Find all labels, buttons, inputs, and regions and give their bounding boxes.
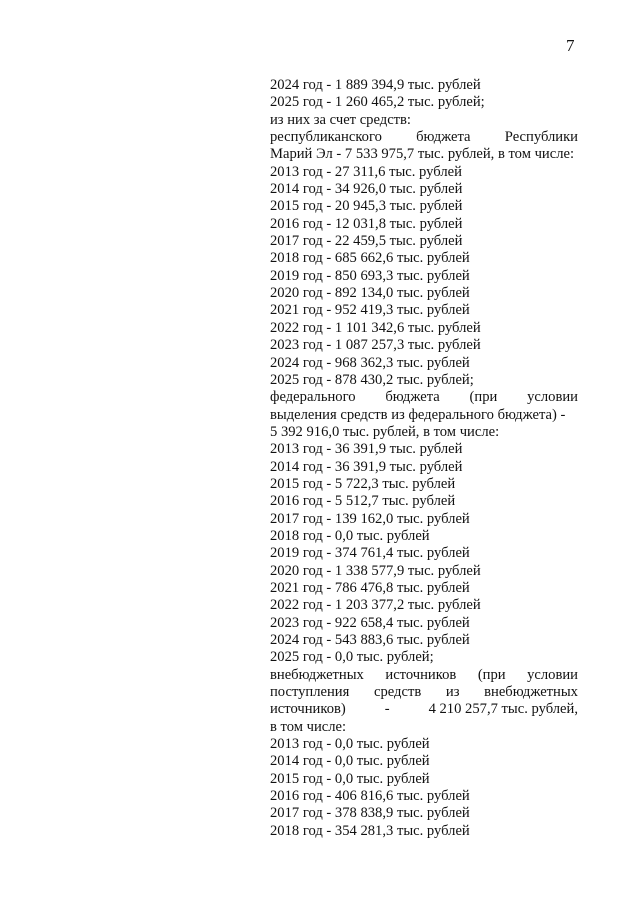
text-line: 2023 год - 1 087 257,3 тыс. рублей [270, 337, 481, 354]
text-line: 2022 год - 1 203 377,2 тыс. рублей [270, 597, 481, 614]
text-line [270, 667, 578, 684]
document-body-text [270, 77, 578, 840]
text-word: средств [374, 684, 422, 701]
text-line: из них за счет средств: [270, 111, 411, 128]
text-word: бюджета [385, 389, 440, 406]
text-word: поступления [270, 684, 350, 701]
text-line: 2013 год - 36 391,9 тыс. рублей [270, 441, 463, 458]
text-line: 2016 год - 5 512,7 тыс. рублей [270, 493, 456, 510]
text-line: 2023 год - 922 658,4 тыс. рублей [270, 614, 470, 631]
text-line [270, 389, 578, 406]
text-line: 2014 год - 36 391,9 тыс. рублей [270, 458, 463, 475]
text-line: 2020 год - 1 338 577,9 тыс. рублей [270, 562, 481, 579]
text-word: (при [477, 666, 506, 683]
text-word: внебюджетных [270, 666, 364, 683]
text-word: внебюджетных [484, 684, 578, 701]
text-line: 2014 год - 34 926,0 тыс. рублей [270, 181, 463, 198]
text-line: 2017 год - 22 459,5 тыс. рублей [270, 233, 463, 250]
text-line: 2013 год - 27 311,6 тыс. рублей [270, 163, 462, 180]
text-line: 2025 год - 1 260 465,2 тыс. рублей; [270, 94, 485, 111]
text-line: выделения средств из федерального бюджета) - [270, 406, 566, 423]
text-line: 2021 год - 786 476,8 тыс. рублей [270, 579, 470, 596]
text-line: 2020 год - 892 134,0 тыс. рублей [270, 285, 470, 302]
text-line [270, 701, 578, 718]
text-line: 2019 год - 850 693,3 тыс. рублей [270, 267, 470, 284]
text-line: 2018 год - 354 281,3 тыс. рублей [270, 822, 470, 839]
text-line: 2015 год - 20 945,3 тыс. рублей [270, 198, 463, 215]
text-line: 2022 год - 1 101 342,6 тыс. рублей [270, 319, 481, 336]
text-word: федерального [270, 389, 356, 406]
text-line: 2014 год - 0,0 тыс. рублей [270, 753, 430, 770]
text-word: условии [527, 389, 578, 406]
text-line: в том числе: [270, 718, 347, 735]
text-line: 2013 год - 0,0 тыс. рублей [270, 736, 430, 753]
text-word: источников [385, 666, 457, 683]
text-line [270, 684, 578, 701]
text-line: 2015 год - 5 722,3 тыс. рублей [270, 475, 456, 492]
text-word: (при [469, 389, 498, 406]
text-word: бюджета [416, 129, 471, 146]
text-line: 2016 год - 12 031,8 тыс. рублей [270, 215, 463, 232]
text-line: 2025 год - 0,0 тыс. рублей; [270, 649, 434, 666]
text-line: 2024 год - 1 889 394,9 тыс. рублей [270, 77, 481, 93]
text-line: 2024 год - 968 362,3 тыс. рублей [270, 354, 470, 371]
text-word: источников) [270, 701, 346, 718]
text-line: 2021 год - 952 419,3 тыс. рублей [270, 302, 470, 319]
text-line: 2015 год - 0,0 тыс. рублей [270, 770, 430, 787]
text-line: 2016 год - 406 816,6 тыс. рублей [270, 788, 470, 805]
text-line: 5 392 916,0 тыс. рублей, в том числе: [270, 423, 500, 440]
text-line: 2017 год - 378 838,9 тыс. рублей [270, 805, 470, 822]
text-line: 2019 год - 374 761,4 тыс. рублей [270, 545, 470, 562]
text-word: условии [527, 666, 578, 683]
text-word: Республики [504, 129, 578, 146]
text-word: 4 210 257,7 тыс. рублей, [428, 701, 578, 718]
text-line: 2025 год - 878 430,2 тыс. рублей; [270, 371, 474, 388]
text-line: 2018 год - 685 662,6 тыс. рублей [270, 250, 470, 267]
text-line: 2024 год - 543 883,6 тыс. рублей [270, 632, 470, 648]
text-word: республиканского [270, 129, 382, 146]
text-line [270, 129, 578, 146]
text-word: - [384, 701, 390, 718]
text-line: 2017 год - 139 162,0 тыс. рублей [270, 510, 470, 527]
page-number: 7 [566, 36, 575, 55]
text-line: 2018 год - 0,0 тыс. рублей [270, 527, 430, 544]
text-word: из [445, 684, 460, 701]
text-line: Марий Эл - 7 533 975,7 тыс. рублей, в том числе: [270, 146, 575, 163]
